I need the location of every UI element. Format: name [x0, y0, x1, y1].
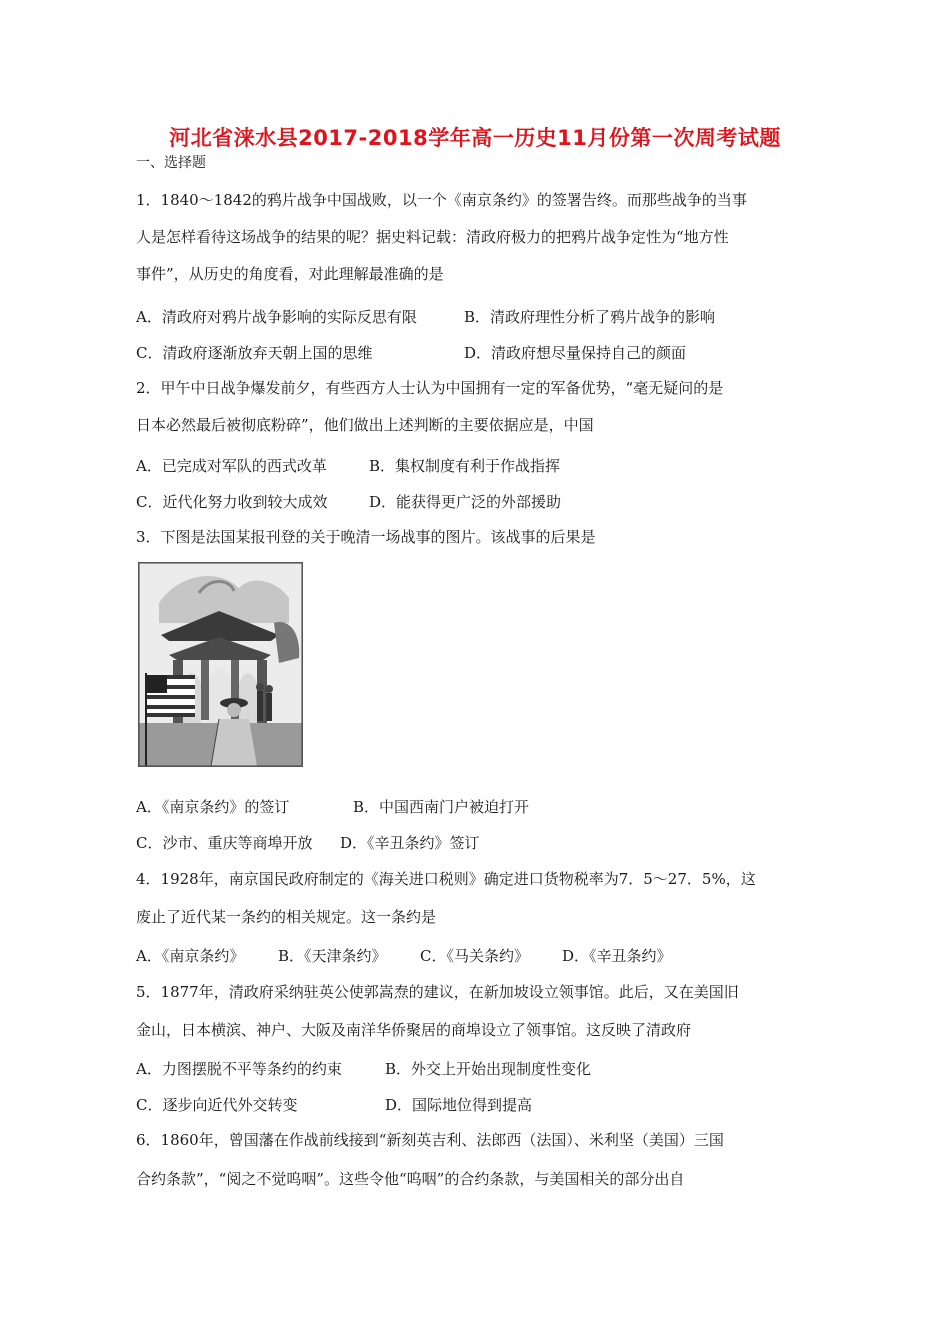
q5-options-row-1 [136, 1058, 591, 1079]
q3-option-a: A．《南京条约》的签订 [136, 798, 290, 816]
q2-options-row-1 [136, 455, 560, 476]
q3-option-b: B．中国西南门户被迫打开 [353, 798, 530, 816]
q5-option-b: B．外交上开始出现制度性变化 [385, 1060, 592, 1078]
q5-line-1: 5．1877年，清政府采纳驻英公使郭嵩焘的建议，在新加坡设立领事馆。此后，又在美国旧 [136, 983, 739, 1001]
q1-option-c: C．清政府逐渐放弃天朝上国的思维 [136, 344, 373, 362]
q6-line-2: 合约条款”，“阅之不觉呜咽”。这些令他“呜咽”的合约条款，与美国相关的部分出自 [136, 1170, 685, 1188]
q4-line-2: 废止了近代某一条约的相关规定。这一条约是 [136, 908, 437, 926]
q4-option-c: C．《马关条约》 [420, 947, 529, 965]
q1-options-row-1 [136, 306, 715, 327]
q4-option-a: A．《南京条约》 [136, 947, 245, 965]
q2-options-row-2 [136, 491, 561, 512]
q2-option-a: A．已完成对军队的西式改革 [136, 457, 327, 475]
q1-option-b: B．清政府理性分析了鸦片战争的影响 [464, 308, 716, 326]
war-illustration-image [138, 562, 303, 767]
q2-line-2: 日本必然最后被彻底粉碎”，他们做出上述判断的主要依据应是，中国 [136, 416, 594, 434]
q1-line-1: 1．1840～1842的鸦片战争中国战败，以一个《南京条约》的签署告终。而那些战争的当事 [136, 191, 747, 209]
q1-options-row-2 [136, 342, 686, 363]
q4-options-row [136, 945, 672, 966]
q1-option-d: D．清政府想尽量保持自己的颜面 [464, 344, 687, 362]
q1-option-a: A．清政府对鸦片战争影响的实际反思有限 [136, 308, 417, 326]
q3-line-1: 3．下图是法国某报刊登的关于晚清一场战事的图片。该战事的后果是 [136, 528, 596, 546]
q4-option-b: B．《天津条约》 [278, 947, 387, 965]
q5-line-2: 金山，日本横滨、神户、大阪及南洋华侨聚居的商埠设立了领事馆。这反映了清政府 [136, 1021, 692, 1039]
q4-line-1: 4．1928年，南京国民政府制定的《海关进口税则》确定进口货物税率为7．5～27．5%，这 [136, 870, 756, 888]
q2-option-c: C．近代化努力收到较大成效 [136, 493, 328, 511]
q5-option-a: A．力图摆脱不平等条约的约束 [136, 1060, 342, 1078]
q3-option-d: D．《辛丑条约》签订 [340, 834, 480, 852]
section-heading: 一、选择题 [136, 155, 206, 171]
q3-options-row-1 [136, 796, 529, 817]
q2-option-d: D．能获得更广泛的外部援助 [369, 493, 562, 511]
q2-line-1: 2．甲午中日战争爆发前夕，有些西方人士认为中国拥有一定的军备优势，“毫无疑问的是 [136, 379, 724, 397]
q4-option-d: D．《辛丑条约》 [562, 947, 672, 965]
q5-options-row-2 [136, 1094, 532, 1115]
q5-option-c: C．逐步向近代外交转变 [136, 1096, 298, 1114]
q1-line-3: 事件”，从历史的角度看，对此理解最准确的是 [136, 265, 444, 283]
q3-option-c: C．沙市、重庆等商埠开放 [136, 834, 313, 852]
page-title: 河北省涞水县2017-2018学年高一历史11月份第一次周考试题 [169, 126, 781, 150]
q2-option-b: B．集权制度有利于作战指挥 [369, 457, 561, 475]
q3-options-row-2 [136, 832, 480, 853]
q1-line-2: 人是怎样看待这场战争的结果的呢？据史料记载：清政府极力的把鸦片战争定性为“地方性 [136, 228, 729, 246]
war-illustration-svg [139, 563, 302, 766]
q5-option-d: D．国际地位得到提高 [385, 1096, 533, 1114]
q6-line-1: 6．1860年，曾国藩在作战前线接到“新刻英吉利、法郎西（法国）、米利坚（美国）三国 [136, 1131, 724, 1149]
